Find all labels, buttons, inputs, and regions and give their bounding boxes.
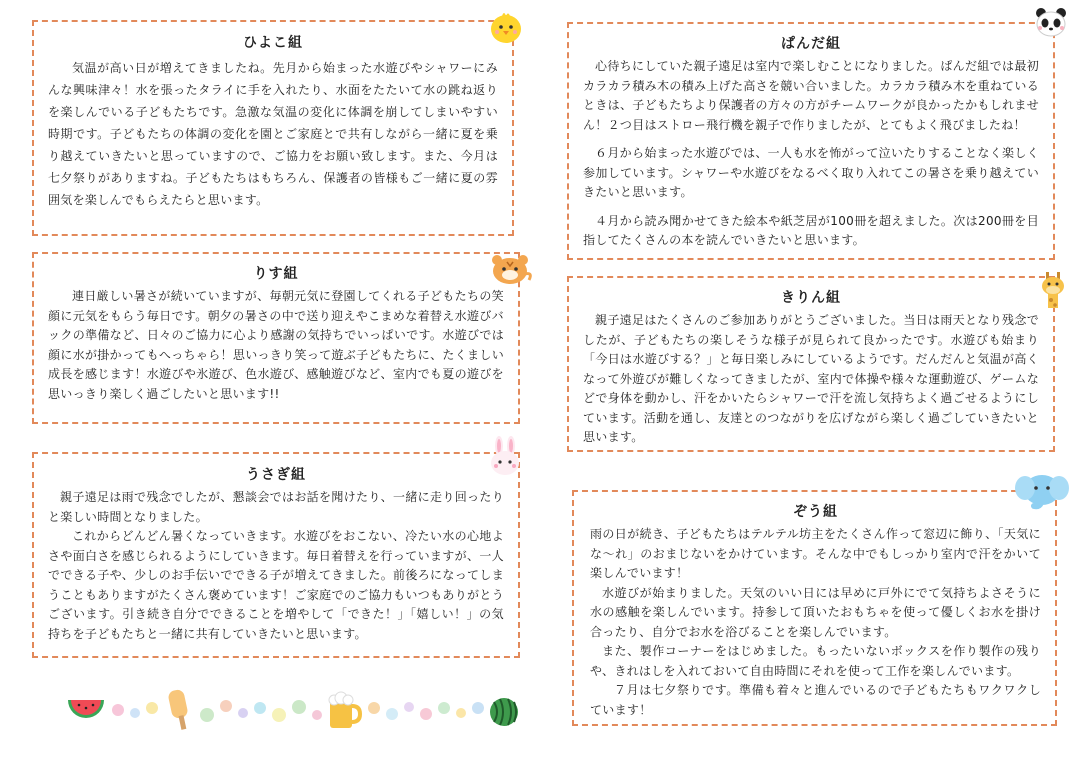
panda-section <box>567 22 1055 260</box>
dot-13 <box>404 702 414 712</box>
dot-7 <box>254 702 266 714</box>
popsicle-icon <box>164 688 194 734</box>
dot-12 <box>386 708 398 720</box>
usagi-title: うさぎ組 <box>246 467 306 483</box>
dot-16 <box>456 708 466 718</box>
summer-decoration <box>60 688 530 736</box>
hiyoko-title: ひよこ組 <box>243 35 303 51</box>
kirin-paragraph-1: 親子遠足はたくさんのご参加ありがとうございました。当日は雨天となり残念でしたが、子どもたちの楽しそうな様子が見られて良かったです。水遊びも始まり「今日は水遊びする？」と毎日楽しみにしているようです。だんだんと気温が高くなって外遊びが難しくなってきましたが、室内で体操や様々な運動遊び、ゲームなどで身体を動かし、汗をかいたらシャワーで汗を流し気持ちよく過ごせるようにしています。活動を通し、友達とのつながりを広げながら楽しく過ごしていきたいと思います。 <box>583 313 1039 444</box>
dot-8 <box>272 708 286 722</box>
striped-watermelon-icon <box>488 696 520 728</box>
dot-5 <box>220 700 232 712</box>
kirin-section <box>567 276 1055 452</box>
panda-icon <box>1034 6 1068 38</box>
risu-section <box>32 252 520 424</box>
zou-section <box>572 490 1057 726</box>
watermelon-icon <box>66 694 106 726</box>
panda-title: ぱんだ組 <box>781 36 841 52</box>
hiyoko-paragraph-1: 気温が高い日が増えてきましたね。先月から始まった水遊びやシャワーにみんな興味津々！水を張ったタライに手を入れたり、水面をたたいて水の跳ね返りを楽しんでいる子どもたちです。急激な気温の変化に体調を崩してしまいやすい時期です。子どもたちの体調の変化を園とご家庭とで共有しながら一緒に夏を乗り越えていきたいと思っていますので、ご協力をお願い致します。また、今月は七夕祭りがありますね。子どもたちはもちろん、保護者の皆様もご一緒に夏の雰囲気を楽しんでもらえたらと思います。 <box>48 61 498 207</box>
usagi-section <box>32 452 520 658</box>
dot-17 <box>472 702 484 714</box>
kirin-title: きりん組 <box>781 290 841 306</box>
dot-10 <box>312 710 322 720</box>
dot-2 <box>130 708 140 718</box>
rabbit-icon <box>488 436 522 476</box>
zou-paragraph-4: ７月は七夕祭りです。準備も着々と進んでいるので子どもたちもワクワクしています！ <box>590 683 1041 717</box>
risu-paragraph-1: 連日厳しい暑さが続いていますが、毎朝元気に登園してくれる子どもたちの笑顔に元気をもらう毎日です。朝夕の暑さの中で送り迎えやこまめな着替え水遊びバックの準備など、日々のご協力に心より感謝の気持ちでいっぱいです。水遊びでは顔に水が掛かってもへっちゃら！思いっきり笑って遊ぶ子どもたちに、たくましい成長を感じます！水遊びや氷遊び、色水遊び、感触遊びなど、室内でも夏の遊びを思いっきり楽しく過ごしたいと思います!! <box>48 289 504 401</box>
dot-4 <box>200 708 214 722</box>
chick-icon <box>488 10 524 44</box>
dot-14 <box>420 708 432 720</box>
elephant-icon <box>1012 470 1070 510</box>
risu-title: りす組 <box>253 266 299 282</box>
beer-mug-icon <box>326 690 362 732</box>
dot-6 <box>238 708 248 718</box>
zou-paragraph-3: また、製作コーナーをはじめました。もったいないボックスを作り製作の残りや、きれはしを入れておいて自由時間にそれを使って工作を楽しんでいます。 <box>590 644 1041 678</box>
usagi-paragraph-1: 親子遠足は雨で残念でしたが、懇談会ではお話を聞けたり、一緒に走り回ったりと楽しい時間となりました。 <box>48 490 504 524</box>
panda-paragraph-2: ６月から始まった水遊びでは、一人も水を怖がって泣いたりすることなく楽しく参加しています。シャワーや水遊びをなるべく取り入れてこの暑さを乗り越えていきたいと思います。 <box>583 146 1039 199</box>
giraffe-icon <box>1036 268 1070 312</box>
dot-15 <box>438 702 450 714</box>
zou-paragraph-1: 雨の日が続き、子どもたちはテルテル坊主をたくさん作って窓辺に飾り、「天気にな～れ」のおまじないをかけています。そんな中でもしっかり室内で汗をかいて楽しんでいます！ <box>590 527 1041 580</box>
dot-1 <box>112 704 124 716</box>
hiyoko-section <box>32 20 514 236</box>
tiger-icon <box>489 252 533 286</box>
dot-9 <box>292 700 306 714</box>
dot-3 <box>146 702 158 714</box>
zou-title: ぞう組 <box>793 504 838 520</box>
usagi-paragraph-2: これからどんどん暑くなっていきます。水遊びをおこない、冷たい水の心地よさや面白さを感じられるようにしていきます。毎日着替えを行っていますが、一人でできる子や、少しのお手伝いでできる子が増えてきました。前後ろになってしまうこともありますがたくさん褒めています！ご家庭でのご協力もいつもありがとうございます。引き続き自分でできることを増やして「できた！」「嬉しい！」の気持ちを子どもたちと一緒に共有していきたいと思います。 <box>48 529 504 641</box>
dot-11 <box>368 702 380 714</box>
panda-paragraph-1: 心待ちにしていた親子遠足は室内で楽しむことになりました。ぱんだ組では最初カラカラ積み木の積み上げた高さを競い合いました。カラカラ積み木を重ねているときは、子どもたちより保護者の方々の方がチームワークが良かったかもしれません！２つ目はストロー飛行機を親子で作りましたが、とてもよく飛びましたね！ <box>583 59 1039 132</box>
panda-paragraph-3: ４月から読み聞かせてきた絵本や紙芝居が100冊を超えました。次は200冊を目指してたくさんの本を読んでいきたいと思います。 <box>583 213 1039 247</box>
zou-paragraph-2: 水遊びが始まりました。天気のいい日には早めに戸外にでて気持ちよさそうに水の感触を楽しんでいます。持参して頂いたおもちゃを使って優しくお水を掛け合ったり、自分でお水を浴びることを楽しんでいます。 <box>590 585 1041 639</box>
